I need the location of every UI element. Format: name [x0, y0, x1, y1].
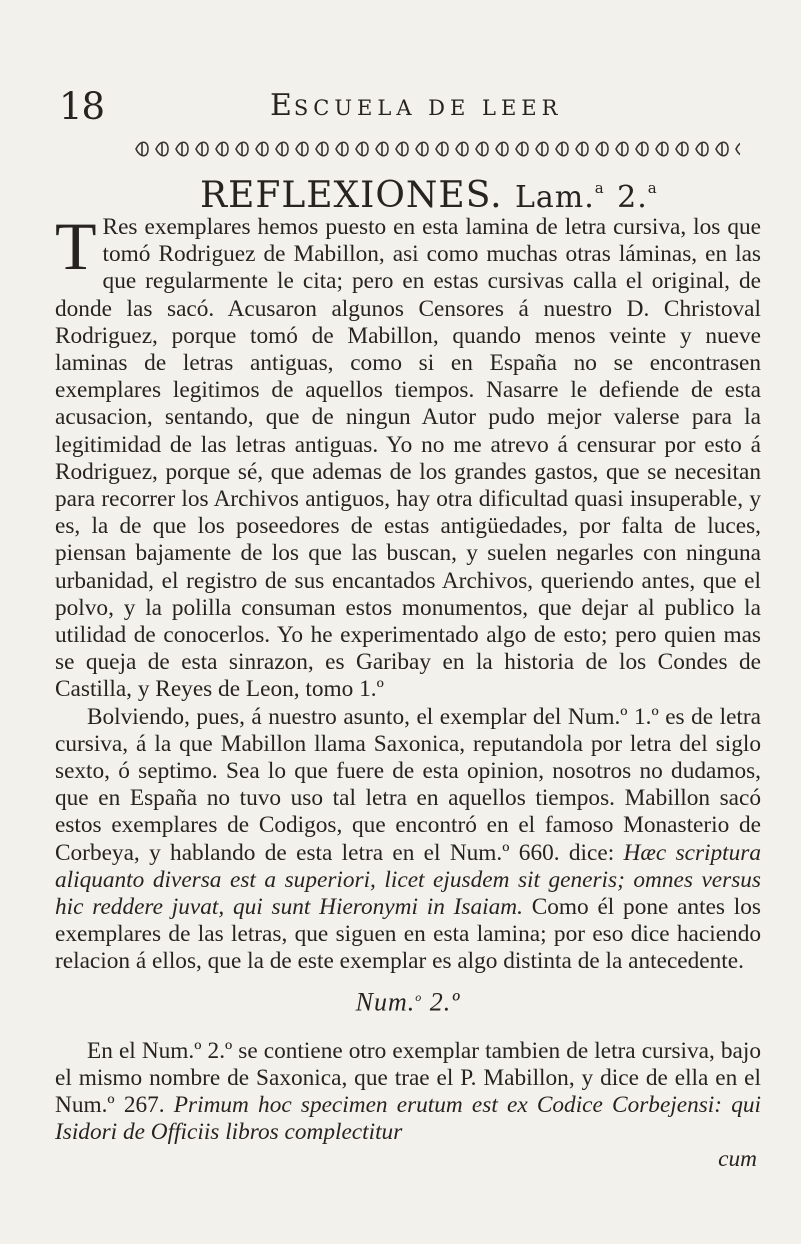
ornament-motif — [436, 142, 448, 156]
lamina-number: 2. — [617, 180, 648, 215]
lamina-number-sup: a — [647, 179, 658, 197]
lamina-label: Lam. — [514, 180, 595, 215]
paragraph-2-text-a: Bolviendo, pues, á nuestro asunto, el exemplar del Num.º 1.º es de letra cursiva, á la que Mabillon llama Saxonica, reputandola por letra del siglo sexto, ó septimo. Sea lo que fuere de esta opinion, nosotros no dudamos, que en España no tuvo uso tal letra en aquellos tiempos. Mabillon sacó estos exemplares de Codigos, que encontró en el famoso Monasterio de Corbeya, y hablando de esta letra en el Num.º 660. dice: — [55, 703, 761, 866]
ornament-motif — [476, 142, 488, 156]
ornament-motif — [636, 142, 648, 156]
paragraph-1 — [55, 208, 761, 704]
catchword: cum — [718, 1146, 757, 1173]
ornament-motif — [556, 142, 568, 156]
ornament-motif — [516, 142, 528, 156]
ornament-motif — [616, 142, 628, 156]
paragraph-2-text-b: Como él pone antes los exemplares de las letras, que siguen en esta lamina; por eso dice haciendo relacion á ellos, que la de este exemplar es algo distinta de la antecedente. — [55, 894, 761, 975]
drop-cap: T — [55, 208, 97, 284]
page-number: 18 — [59, 85, 105, 128]
paragraph-1-text: Res exemplares hemos puesto en esta lamina de letra cursiva, los que tomó Rodriguez de Mabillon, asi como muchas otras láminas, en las que regularmente le cita; pero en estas cursivas calla el original, de donde las sacó. Acusaron algunos Censores á nuestro D. Christoval Rodriguez, porque tomó de Mabillon, quando menos veinte y nueve laminas de letras antiguas, como si en España no se encontrasen exemplares legitimos de aquellos tiempos. Nasarre le defiende de esta acusacion, sentando, que de ningun Autor pudo mejor valerse para la legitimidad de las letras antiguas. Yo no me atrevo á censurar por esto á Rodriguez, porque sé, que ademas de los grandes gastos, que se necesitan para recorrer los Archivos antiguos, hay otra dificultad quasi insuperable, y es, la de que los poseedores de estas antigüedades, por falta de luces, piensan bajamente de los que las buscan, y suelen negarles con ninguna urbanidad, el registro de sus encantados Archivos, queriendo antes, que el polvo, y la polilla consuman estos monumentos, que dejar al publico la utilidad de conocerlos. Yo he experimentado algo de esto; pero quien mas se queja de esta sinrazon, es Garibay en la historia de los Condes de Castilla, y Reyes de Leon, tomo 1.º — [55, 214, 761, 703]
ornament-motif — [296, 142, 308, 156]
title-main: REFLEXIONES. — [200, 175, 503, 216]
ornament-motif — [536, 142, 548, 156]
ornament-motif — [596, 142, 608, 156]
section-heading-number: 2.º — [429, 987, 461, 1017]
ornament-motif — [656, 142, 668, 156]
ornament-motif — [316, 142, 328, 156]
ornament-motif — [216, 142, 228, 156]
running-title-initial: E — [270, 88, 294, 123]
ornament-motif — [396, 142, 408, 156]
ornament-motif — [716, 142, 728, 156]
ornament-band — [130, 138, 740, 160]
paragraph-3-text: En el Num.º 2.º se contiene otro exemplar tambien de letra cursiva, bajo el mismo nombre de Saxonica, que trae el P. Mabillon, y dice de ella en el Num.º 267. — [55, 1037, 761, 1118]
ornament-motif — [236, 142, 248, 156]
section-heading-label: Num. — [355, 987, 416, 1017]
ornament-motif — [356, 142, 368, 156]
body-text — [55, 208, 761, 1174]
ornament-motif — [456, 142, 468, 156]
ornament-motif — [156, 142, 168, 156]
section-heading-sup: o — [415, 989, 423, 1004]
ornament-motif — [696, 142, 708, 156]
paragraph-3 — [55, 1038, 761, 1147]
ornament-motif — [196, 142, 208, 156]
lamina-label-sup: a — [594, 179, 605, 197]
ornament-motif — [136, 142, 148, 156]
running-title-rest: SCUELA DE LEER — [293, 96, 563, 120]
ornament-motif — [576, 142, 588, 156]
ornament-motif — [416, 142, 428, 156]
ornament-motif — [256, 142, 268, 156]
ornament-motif — [676, 142, 688, 156]
ornament-motif — [276, 142, 288, 156]
latin-quote-2: Primum hoc specimen erutum est ex Codice Corbejensi: qui Isidori de Officiis libros complectitur — [55, 1091, 761, 1146]
ornament-motif — [736, 142, 740, 156]
section-heading — [55, 984, 761, 1016]
ornament-motif — [336, 142, 348, 156]
running-title — [270, 88, 670, 123]
paragraph-2 — [55, 704, 761, 976]
ornament-motif — [176, 142, 188, 156]
ornament-motif — [496, 142, 508, 156]
section-title — [200, 168, 700, 218]
latin-quote-1: Hæc scriptura aliquanto diversa est a superiori, licet ejusdem sit generis; omnes versus hic reddere juvat, qui sunt Hieronymi in Isaiam. — [55, 839, 761, 921]
ornament-motif — [376, 142, 388, 156]
